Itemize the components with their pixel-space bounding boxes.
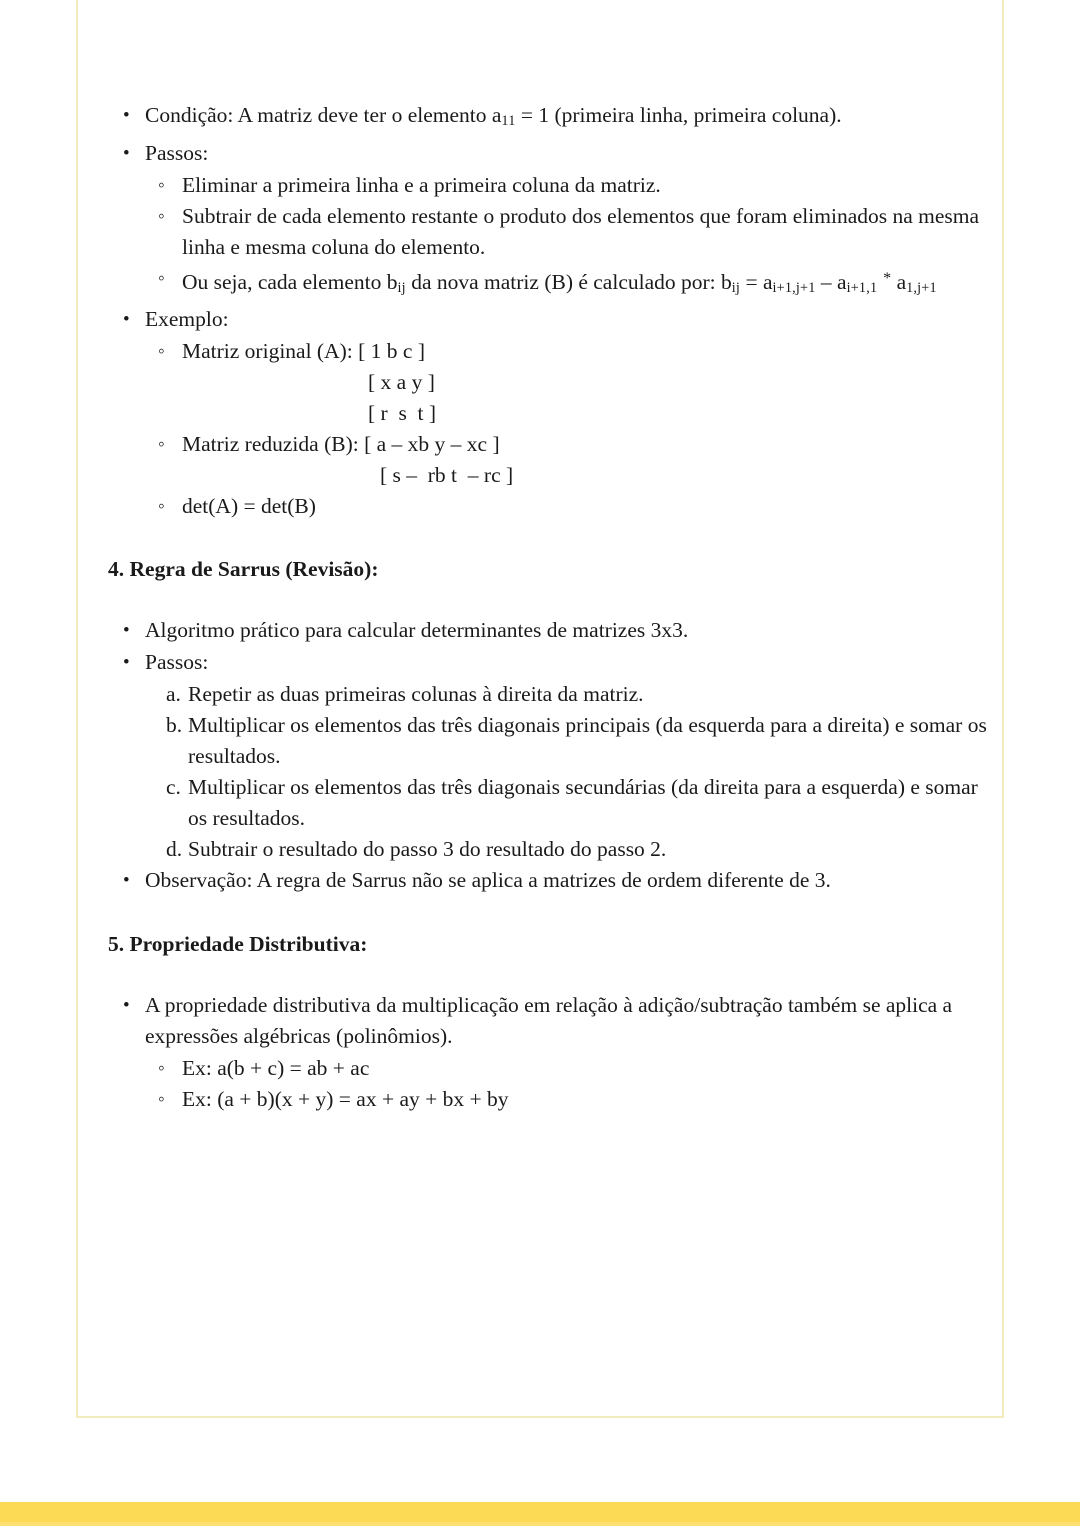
condicao-subscript: 11 (501, 113, 516, 130)
spacer (108, 585, 988, 615)
list-item-matriz-original (144, 336, 988, 429)
formula-sub-ij-2: ij (731, 280, 741, 297)
list-item-matriz-reduzida (144, 429, 988, 491)
list-item-observacao (108, 865, 988, 896)
formula-sub-ipjp: i+1,j+1 (772, 280, 816, 297)
accent-bar-shadow (0, 1522, 1080, 1526)
list-sarrus-intro (108, 615, 988, 678)
list-item-sarrus-step (166, 834, 988, 865)
observacao-text: Observação: A regra de Sarrus não se aplica a matrizes de ordem diferente de 3. (145, 868, 831, 893)
det-equality-text: det(A) = det(B) (182, 494, 316, 519)
list-sarrus-steps (108, 679, 988, 865)
matriz-original-label: Matriz original (A): (182, 339, 359, 364)
list-item-sarrus-step (166, 679, 988, 710)
heading-section-5: 5. Propriedade Distributiva: (108, 932, 368, 957)
list-item-passo-3 (144, 263, 988, 304)
formula-sub-ij-1: ij (397, 280, 406, 297)
list-item-sarrus-passos (108, 647, 988, 678)
list-item-passo-1 (144, 170, 988, 201)
passos-label: Passos: (145, 141, 209, 166)
condicao-lead: Condição: A matriz deve ter o elemento a (145, 103, 502, 127)
list-passos-detalhes (108, 170, 988, 304)
list-exemplo-detalhes (108, 336, 988, 522)
exemplo-2-text: Ex: (a + b)(x + y) = ax + ay + bx + by (182, 1087, 509, 1112)
document-content (108, 100, 988, 1115)
list-distributiva-exemplos (108, 1053, 988, 1115)
formula-bij (182, 270, 937, 297)
list-distributiva (108, 990, 988, 1052)
matriz-reduzida-row-1: [ a – xb y – xc ] (364, 432, 500, 457)
formula-a: a (891, 270, 907, 295)
spacer (108, 897, 988, 929)
list-item-sarrus-step (166, 772, 988, 834)
exemplo-1-text: Ex: a(b + c) = ab + ac (182, 1056, 370, 1081)
distributiva-intro-text: A propriedade distributiva da multiplicação em relação à adição/subtração também se aplica a expressões algébricas (polinômios). (145, 993, 953, 1049)
sarrus-step-d-text: Subtrair o resultado do passo 3 do resultado do passo 2. (188, 837, 667, 862)
matriz-reduzida-label: Matriz reduzida (B): (182, 432, 365, 457)
passo-1-text: Eliminar a primeira linha e a primeira coluna da matriz. (182, 173, 661, 198)
formula-sub-ip1: i+1,1 (846, 280, 878, 297)
sarrus-step-c-text: Multiplicar os elementos das três diagonais secundárias (da direita para a esquerda) e somar os resultados. (188, 775, 978, 831)
passo-2-text: Subtrair de cada elemento restante o produto dos elementos que foram eliminados na mesma linha e mesma coluna do elemento. (182, 204, 980, 260)
matriz-original-row-1: [ 1 b c ] (358, 339, 426, 364)
condicao-tail: = 1 (primeira linha, primeira coluna). (515, 103, 842, 127)
list-item-passos (108, 138, 988, 169)
sarrus-step-b-text: Multiplicar os elementos das três diagonais principais (da esquerda para a direita) e somar os resultados. (188, 713, 987, 769)
condicao-text (145, 100, 988, 137)
list-exemplo (108, 304, 988, 335)
spacer (108, 960, 988, 990)
formula-lead: Ou seja, cada elemento b (182, 270, 398, 295)
matriz-original-row-3: [ r s t ] (368, 401, 437, 426)
matriz-original-row-2: [ x a y ] (368, 370, 435, 395)
matriz-reduzida-row-2: [ s – rb t – rc ] (380, 463, 514, 488)
formula-eq: = a (740, 270, 773, 295)
list-item-distributiva-intro (108, 990, 988, 1052)
list-condicao-passos-exemplo (108, 100, 988, 169)
sarrus-passos-label: Passos: (145, 650, 209, 675)
accent-bar (0, 1502, 1080, 1522)
formula-star: * (883, 270, 892, 288)
list-item-condicao (108, 100, 988, 137)
list-sarrus-observacao (108, 865, 988, 896)
formula-mid: da nova matriz (B) é calculado por: b (405, 270, 732, 295)
list-item-exemplo-distributiva (144, 1053, 988, 1084)
formula-sub-1jp: 1,j+1 (906, 280, 937, 297)
list-item-exemplo (108, 304, 988, 335)
sarrus-step-a-text: Repetir as duas primeiras colunas à direita da matriz. (188, 682, 644, 707)
heading-section-4: 4. Regra de Sarrus (Revisão): (108, 557, 379, 582)
list-item-sarrus-intro (108, 615, 988, 646)
list-item-det-equality (144, 491, 988, 522)
list-item-exemplo-distributiva (144, 1084, 988, 1115)
list-item-sarrus-step (166, 710, 988, 772)
spacer (108, 522, 988, 554)
formula-minus: – a (815, 270, 847, 295)
sarrus-intro-text: Algoritmo prático para calcular determinantes de matrizes 3x3. (145, 618, 689, 643)
exemplo-label: Exemplo: (145, 307, 229, 332)
list-item-passo-2 (144, 201, 988, 263)
